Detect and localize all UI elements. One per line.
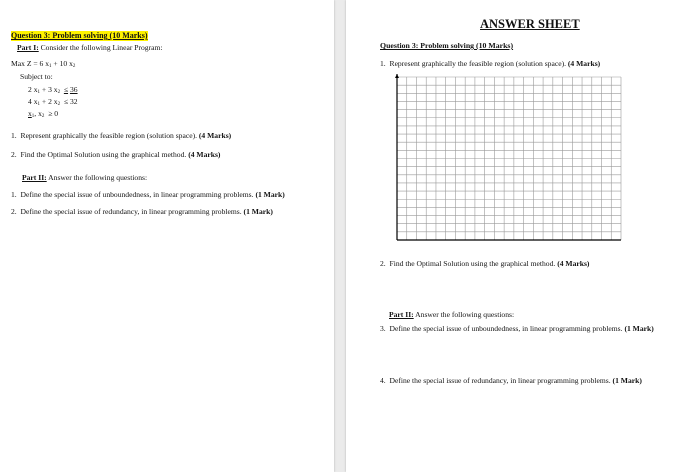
graph-grid[interactable] [394, 74, 622, 244]
part1-label: Part I: [17, 43, 39, 52]
question-4: 2. Define the special issue of redundancy, in linear programming problems. (1 Mark) [11, 207, 273, 216]
answer-question-2: 2. Find the Optimal Solution using the graphical method. (4 Marks) [380, 259, 590, 268]
part1-text: Consider the following Linear Program: [38, 43, 163, 52]
question-3: 1. Define the special issue of unboundedness, in linear programming problems. (1 Mark) [11, 190, 285, 199]
part2-intro: Part II: Answer the following questions: [22, 173, 148, 182]
answer-question-4: 4. Define the special issue of redundancy, in linear programming problems. (1 Mark) [380, 376, 642, 385]
graph-grid-svg [394, 74, 622, 244]
answer-sheet-title: ANSWER SHEET [480, 17, 580, 31]
objective-function: Max Z = 6 $x_1 + 10$ $x_2$ [11, 59, 76, 69]
y-axis-arrow [395, 74, 399, 78]
answer-part2-intro: Part II: Answer the following questions: [389, 310, 515, 319]
constraint-3: $x_1$, $x_2 \ge 0$ [28, 109, 59, 119]
part1-intro [17, 43, 163, 53]
constraint-1: 2 $x_1 + 3$ $x_2 \le 36$ [28, 85, 78, 95]
question-2: 2. Find the Optimal Solution using the graphical method. (4 Marks) [11, 150, 221, 159]
answer-question-heading: Question 3: Problem solving (10 Marks) [380, 41, 514, 50]
constraint-2: 4 $x_1 + 2$ $x_2 \le 32$ [28, 97, 78, 107]
question-1: 1. Represent graphically the feasible region (solution space). (4 Marks) [11, 131, 232, 140]
question-page [0, 0, 334, 472]
subject-to-label: Subject to: [20, 72, 53, 81]
answer-sheet-page [346, 0, 700, 472]
answer-question-1: 1. Represent graphically the feasible region (solution space). (4 Marks) [380, 59, 601, 68]
answer-question-3: 3. Define the special issue of unboundedness, in linear programming problems. (1 Mark) [380, 324, 654, 333]
question-heading: Question 3: Problem solving (10 Marks) [11, 31, 148, 40]
